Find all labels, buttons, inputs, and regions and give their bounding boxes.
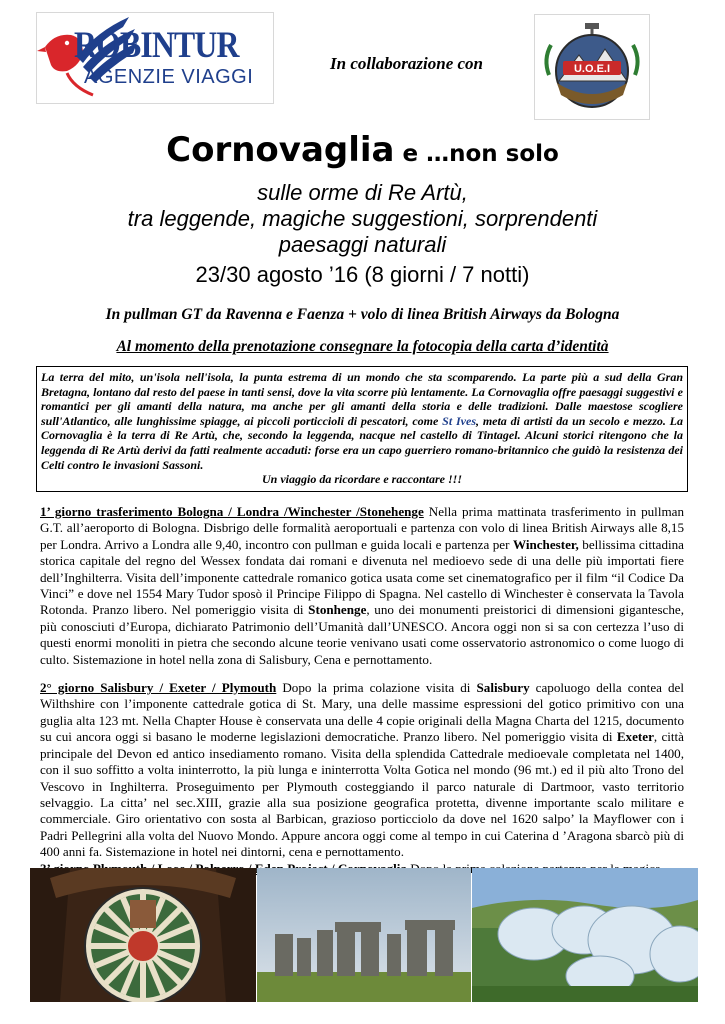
round-table-photo bbox=[30, 868, 256, 1002]
uoei-emblem-icon bbox=[535, 15, 649, 119]
uoei-logo-text: U.O.E.I bbox=[573, 63, 611, 75]
day-1-text-3: , uno dei monumenti preistorici di dimensioni gigantesche, più conosciuti d’Europa, dichiarato Patrimonio dell’Umanità dall’UNESCO. Ancora oggi non si sa con certezza l’uso di questi enormi monoliti in pietra che secondo alcune teorie venivano usati come osservatorio astronomico o come luogo di culto. Sistemazione in hotel nella zona di Salisbury, Cena e pernottamento. bbox=[40, 602, 685, 667]
subtitle-line-2: tra leggende, magiche suggestioni, sorprendenti bbox=[127, 206, 598, 231]
subtitle-line-3: paesaggi naturali bbox=[278, 232, 447, 257]
intro-box bbox=[36, 366, 688, 492]
day-2-text-1: Dopo la prima colazione visita di bbox=[276, 680, 477, 696]
day-2-place-exeter: Exeter bbox=[616, 729, 654, 745]
intro-text-2: , meta di artisti da un secolo e mezzo. La Cornovaglia è la terra di Re Artù, che, secondo la leggenda, nacque nel castello di Tintagel. Alcuni storici ritengono che la leggenda di Re Artù derivi da fatti realmente accaduti: forse era un capo guerriero romano-britannico che guidò la resistenza dei Celti contro le invasioni Sassoni. bbox=[41, 413, 684, 472]
uoei-logo bbox=[534, 14, 650, 120]
day-1-text-1: Nella prima mattinata trasferimento in pullman G.T. all’aeroporto di Bologna. Disbrigo delle formalità aeroportuali e partenza con volo di linea British Airways alle 8,15 per Londra. Arrivo a Londra alle 9,40, incontro con pullman e guida locali e partenza per bbox=[40, 504, 684, 552]
intro-closing: Un viaggio da ricordare e raccontare !!! bbox=[262, 472, 462, 487]
day-2-place-salisbury: Salisbury bbox=[476, 680, 530, 696]
robintur-brand-name: ROBINTUR bbox=[74, 25, 239, 66]
page-title bbox=[0, 130, 725, 170]
day-1 bbox=[40, 504, 684, 668]
day-2-text-3: , città principale del Devon ed antico insediamento romano. Visita della splendida Cattedrale medioevale completata nel 1400, con il suo soffitto a volta ininterrotto, la più lunga e ininterrotta Volta Gotica nel mondo (96 mt.) ed il più alto Trono del Vescovo in Inghilterra. Proseguimento per Plymouth costeggiando il parco naturale di Dartmoor, vasto territorio selvaggio. La citta’ nel sec.XIII, grazie alla sua posizione geografica protetta, divenne importante scalo militare e commerciale. Giro orientativo con sosta al Barbican, grazioso porticciolo da dove nel 1620 salpo’ la Mayflower con i Padri Pellegrini alla volta del Nuovo Mondo. Appure ancora oggi come al tempo in cui Caterina d ’Aragona sbarcò più di 400 anni fa. Sistemazione in hotel nei dintorni, cena e pernottamento. bbox=[40, 729, 684, 860]
day-1-heading: 1’ giorno trasferimento Bologna / Londra /Winchester /Stonehenge bbox=[40, 504, 424, 519]
itinerary bbox=[40, 504, 684, 889]
intro-text-1: La terra del mito, un'isola nell'isola, la punta estrema di un mondo che sta scomparendo. La parte più a sud della Gran Bretagna, lontano dal resto del paese in tanti sensi, dove la vita scorre più lentamente. La Cornovaglia offre paesaggi suggestivi e romantici per gli amanti della natura, ma anche per gli amanti della storia e delle tradizioni. Dalle maestose scogliere sull'Atlantico, alle lunghissime spiagge, ai piccoli porticcioli di pescatori, come bbox=[41, 370, 683, 428]
day-1-place-stonhenge: Stonhenge bbox=[308, 602, 367, 618]
intro-highlight-st-ives: St Ives bbox=[442, 413, 476, 428]
day-1-text-2: bellissima cittadina storica capitale del regno del Wessex fondata dai romani e divenuta nel medioevo sede di una delle più importati fiere dell’Inghilterra. Visita dell’imponente cattedrale romanico gotica usata come set cinematografico per il film “il Codice Da Vinci” e dove nel 1554 Mary Tudor sposò il Principe Filippo di Spagna. Nel castello di Winchester è conservata la Tavola Rotonda. Pranzo libero. Nel pomeriggio visita di bbox=[40, 536, 684, 618]
id-card-note: Al momento della prenotazione consegnare la fotocopia della carta d’identità bbox=[116, 338, 609, 355]
collaboration-label: In collaborazione con bbox=[330, 54, 484, 73]
title-rest: e …non solo bbox=[394, 141, 559, 167]
day-1-place-winchester: Winchester, bbox=[512, 536, 579, 552]
day-2-text-2: capoluogo della contea del Wilthshire con l’imponente cattedrale gotica di St. Mary, una delle massime espressioni del gotico primitivo con una guglia alta 123 mt. Nella Chapter House è conservata una delle 4 copie originali della Magna Charta del 1215, documento su cui ancora oggi si basano le moderne legislazioni democratiche. Pranzo libero. Nel pomeriggio visita di bbox=[40, 680, 684, 745]
title-main-word: Cornovaglia bbox=[166, 130, 395, 170]
travel-dates: 23/30 agosto ’16 (8 giorni / 7 notti) bbox=[195, 262, 530, 287]
eden-project-photo bbox=[472, 868, 698, 1002]
transport-info: In pullman GT da Ravenna e Faenza + volo di linea British Airways da Bologna bbox=[105, 306, 620, 323]
robintur-brand-subtitle: AGENZIE VIAGGI bbox=[84, 66, 254, 88]
day-2-heading: 2° giorno Salisbury / Exeter / Plymouth bbox=[40, 680, 277, 696]
day-2 bbox=[40, 680, 684, 860]
stonehenge-photo bbox=[257, 868, 471, 1002]
subtitle-line-1: sulle orme di Re Artù, bbox=[257, 180, 468, 205]
